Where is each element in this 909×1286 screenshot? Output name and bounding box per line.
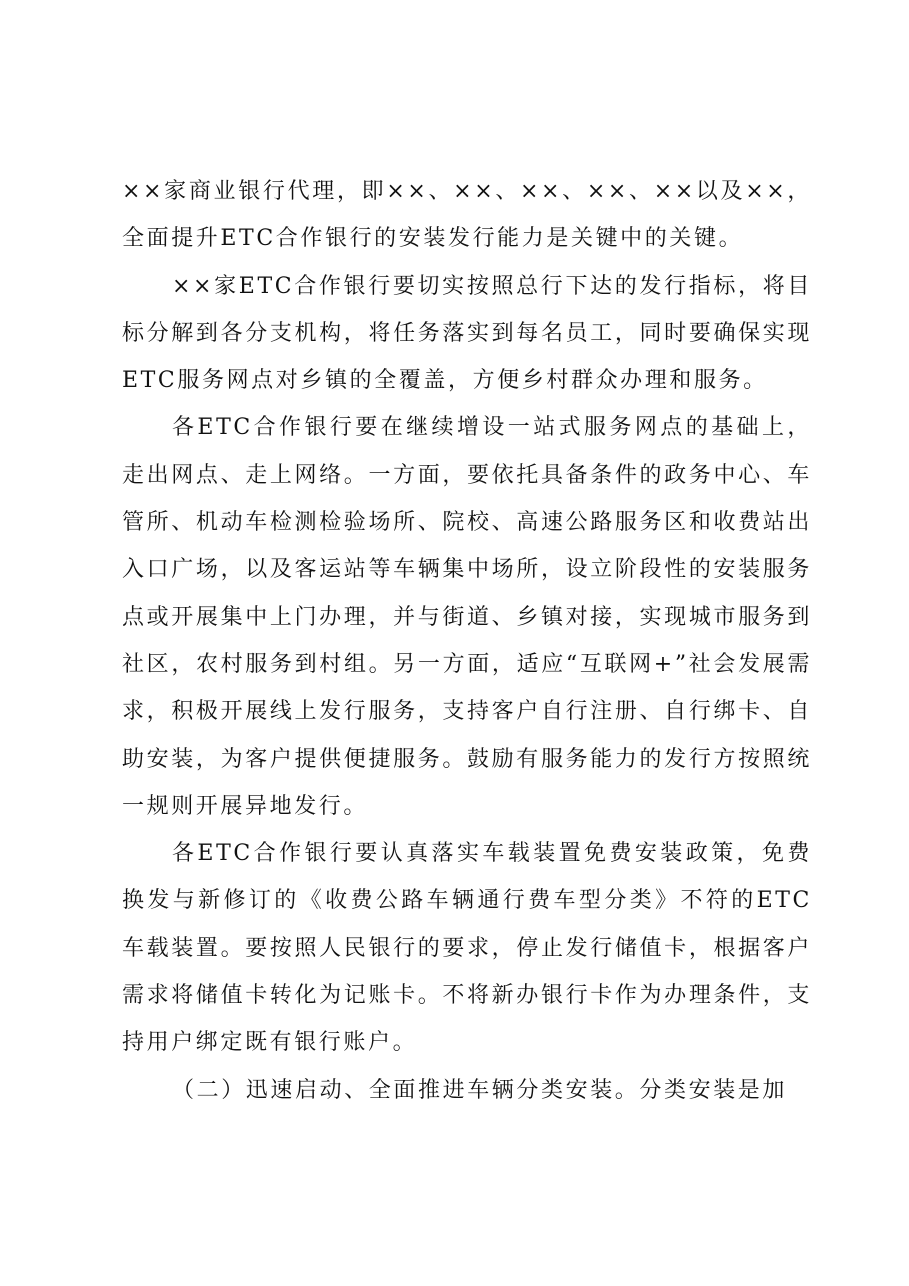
paragraph-1: ××家商业银行代理，即××、××、××、××、××以及××，全面提升ETC合作银行的安装发行能力是关键中的关键。 — [122, 179, 812, 252]
document-body — [122, 168, 812, 1114]
paragraph-3: 各ETC合作银行要在继续增设一站式服务网点的基础上，走出网点、走上网络。一方面，要依托具备条件的政务中心、车管所、机动车检测检验场所、院校、高速公路服务区和收费站出入口广场，以及客运站等车辆集中场所，设立阶段性的安装服务点或开展集中上门办理，并与街道、乡镇对接，实现城市服务到社区，农村服务到村组。另一方面，适应“互联网+”社会发展需求，积极开展线上发行服务，支持客户自行注册、自行绑卡、自助安装，为客户提供便捷服务。鼓励有服务能力的发行方按照统一规则开展异地发行。 — [122, 415, 812, 819]
paragraph-5-section-heading: （二）迅速启动、全面推进车辆分类安装。分类安装是加 — [172, 1077, 788, 1103]
paragraph-2: ××家ETC合作银行要切实按照总行下达的发行指标，将目标分解到各分支机构，将任务落实到每名员工，同时要确保实现ETC服务网点对乡镇的全覆盖，方便乡村群众办理和服务。 — [122, 273, 812, 394]
paragraph-4: 各ETC合作银行要认真落实车载装置免费安装政策，免费换发与新修订的《收费公路车辆通行费车型分类》不符的ETC车载装置。要按照人民银行的要求，停止发行储值卡，根据客户需求将储值卡转化为记账卡。不将新办银行卡作为办理条件，支持用户绑定既有银行账户。 — [122, 841, 812, 1056]
